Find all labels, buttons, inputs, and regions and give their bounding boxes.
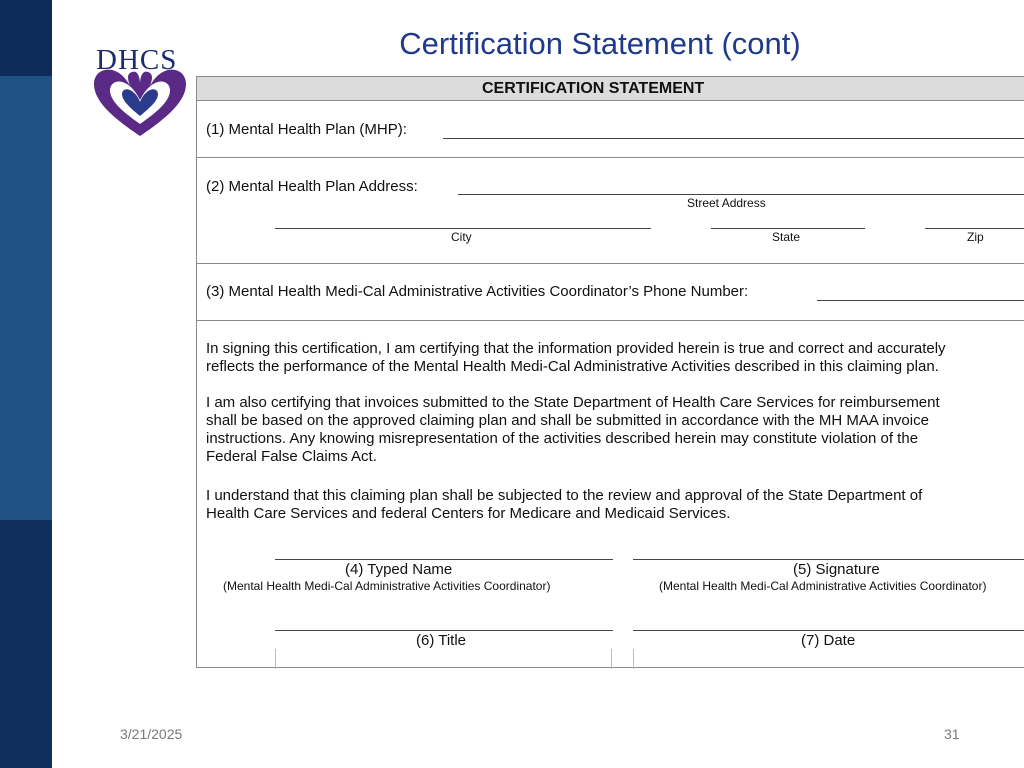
street-caption: Street Address: [687, 196, 766, 210]
sidebar-band: [0, 0, 52, 768]
title-label: (6) Title: [416, 632, 467, 649]
typed-name-line[interactable]: [275, 559, 613, 560]
cert-paragraph-2-line-3: instructions. Any knowing misrepresentation of the activities described herein may constitute violation of the: [206, 430, 919, 447]
cert-paragraph-1: [206, 340, 1024, 376]
slide-title: Certification Statement (cont): [399, 26, 801, 61]
date-label: (7) Date: [801, 632, 856, 649]
state-caption: State: [772, 230, 801, 244]
phone-input-line[interactable]: [817, 300, 1024, 301]
city-caption: City: [451, 230, 472, 244]
cert-paragraph-3-line-1: I understand that this claiming plan shall be subjected to the review and approval of the State Department of: [206, 487, 923, 504]
footer-date: 3/21/2025: [120, 726, 183, 742]
mhp-input-line[interactable]: [443, 138, 1024, 139]
state-input-line[interactable]: [711, 228, 865, 229]
dhcs-heart-hands-icon: [90, 44, 190, 144]
cert-paragraph-2-line-1: I am also certifying that invoices submitted to the State Department of Health Care Services for reimbursement: [206, 394, 940, 411]
field-row-address: [197, 158, 1024, 264]
street-input-line[interactable]: [458, 194, 1024, 195]
address-label: (2) Mental Health Plan Address:: [206, 178, 418, 195]
cert-paragraph-2-line-4: Federal False Claims Act.: [206, 448, 377, 465]
signature-sublabel: (Mental Health Medi-Cal Administrative Activities Coordinator): [659, 579, 987, 593]
typed-name-sublabel: (Mental Health Medi-Cal Administrative Activities Coordinator): [223, 579, 551, 593]
sidebar-band-middle: [0, 76, 52, 520]
phone-label: (3) Mental Health Medi-Cal Administrative Activities Coordinator’s Phone Number:: [206, 283, 749, 300]
city-input-line[interactable]: [275, 228, 651, 229]
cert-paragraph-1-line-1: In signing this certification, I am certifying that the information provided herein is true and correct and accurately: [206, 340, 946, 357]
sidebar-band-top: [0, 0, 52, 76]
sidebar-band-bottom: [0, 520, 52, 768]
date-line[interactable]: [633, 630, 1024, 631]
footer-page-number: 31: [944, 726, 960, 742]
typed-name-label: (4) Typed Name: [345, 561, 453, 578]
signature-label: (5) Signature: [793, 561, 880, 578]
field-row-phone: [197, 264, 1024, 321]
form-header: CERTIFICATION STATEMENT: [197, 77, 1024, 101]
column-divider-left: [275, 649, 276, 669]
certification-text-block: [197, 321, 1024, 669]
field-row-mhp: [197, 101, 1024, 158]
cert-paragraph-3: [206, 487, 1024, 523]
column-divider-mid-b: [633, 649, 634, 669]
title-line[interactable]: [275, 630, 613, 631]
cert-paragraph-2: [206, 394, 1024, 466]
mhp-label: (1) Mental Health Plan (MHP):: [206, 121, 407, 138]
dhcs-logo-text: DHCS: [96, 44, 178, 76]
zip-input-line[interactable]: [925, 228, 1024, 229]
cert-paragraph-3-line-2: Health Care Services and federal Centers for Medicare and Medicaid Services.: [206, 505, 731, 522]
signature-line[interactable]: [633, 559, 1024, 560]
certification-form: [196, 76, 1024, 668]
column-divider-mid-a: [611, 649, 612, 669]
zip-caption: Zip: [967, 230, 984, 244]
cert-paragraph-1-line-2: reflects the performance of the Mental Health Medi-Cal Administrative Activities described in this claiming plan.: [206, 358, 939, 375]
cert-paragraph-2-line-2: shall be based on the approved claiming plan and shall be submitted in accordance with the MH MAA invoice: [206, 412, 929, 429]
